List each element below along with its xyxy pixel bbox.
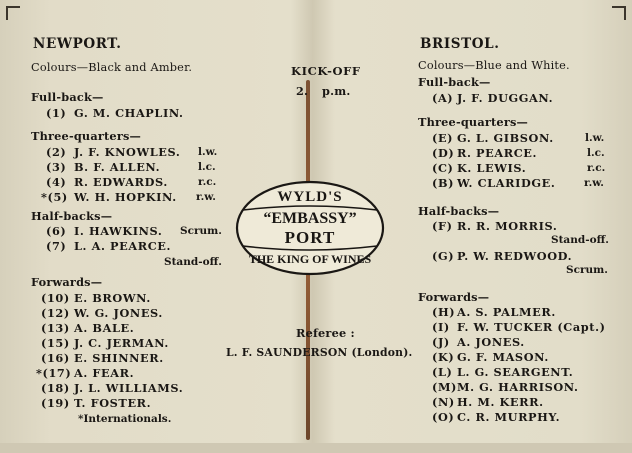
player-name: W. H. HOPKIN. [74, 190, 177, 204]
player-name: G. M. CHAPLIN. [74, 106, 184, 120]
heading-full-back: Full-back— [418, 75, 491, 89]
player-name: J. C. JERMAN. [74, 336, 169, 350]
player-position-note: Scrum. [566, 264, 608, 276]
player-name: B. F. ALLEN. [74, 160, 161, 174]
player-name: P. W. REDWOOD. [457, 249, 573, 263]
player-name: W. CLARIDGE. [457, 176, 556, 190]
heading-three-quarters: Three-quarters— [418, 115, 529, 129]
player-name: W. G. JONES. [74, 306, 163, 320]
player-name: R. EDWARDS. [74, 175, 168, 189]
footnote-internationals: *Internationals. [78, 413, 172, 425]
player-name: A. JONES. [457, 335, 525, 349]
player-number: (E) [432, 131, 454, 145]
kickoff-time: 2. [296, 84, 309, 98]
player-number: (D) [432, 146, 455, 160]
player-number: (1) [46, 106, 67, 120]
colours-bristol: Colours—Blue and White. [418, 59, 570, 72]
player-number: (C) [432, 161, 454, 175]
player-name: R. PEARCE. [457, 146, 538, 160]
player-position-note: Stand-off. [551, 234, 609, 246]
player-number: (F) [432, 219, 453, 233]
player-position: Scrum. [180, 225, 222, 237]
bottom-edge [0, 443, 632, 453]
team-name-newport: NEWPORT. [33, 36, 122, 52]
player-position: l.c. [587, 147, 605, 159]
player-number: (10) [41, 291, 70, 305]
player-position: r.w. [584, 177, 604, 189]
kickoff-label: KICK-OFF [291, 64, 361, 78]
player-name: E. SHINNER. [74, 351, 164, 365]
ball-text-embassy: “EMBASSY” [263, 210, 357, 227]
ball-text-wylds: WYLD'S [277, 189, 343, 205]
player-number: (L) [432, 365, 453, 379]
player-number: (16) [41, 351, 70, 365]
player-name: H. M. KERR. [457, 395, 544, 409]
referee-label: Referee : [296, 326, 355, 340]
player-number: (15) [41, 336, 70, 350]
player-number: (I) [432, 320, 450, 334]
player-number: (J) [432, 335, 450, 349]
player-position: l.w. [585, 132, 605, 144]
player-number: (K) [432, 350, 455, 364]
player-position: l.c. [198, 161, 216, 173]
player-number: (19) [41, 396, 70, 410]
heading-three-quarters: Three-quarters— [31, 129, 142, 143]
player-number: (O) [432, 410, 455, 424]
kickoff-pm: p.m. [322, 84, 351, 98]
player-name: A. BALE. [74, 321, 135, 335]
player-position: l.w. [198, 146, 218, 158]
player-number: (G) [432, 249, 455, 263]
player-number: (18) [41, 381, 70, 395]
player-name: E. BROWN. [74, 291, 151, 305]
player-number: (M) [432, 380, 457, 394]
player-name: T. FOSTER. [74, 396, 152, 410]
player-name: R. R. MORRIS. [457, 219, 558, 233]
heading-full-back: Full-back— [31, 90, 104, 104]
player-name: J. F. DUGGAN. [457, 91, 554, 105]
player-position: r.w. [196, 191, 216, 203]
player-number: (13) [41, 321, 70, 335]
colours-newport: Colours—Black and Amber. [31, 61, 193, 74]
player-number: (A) [432, 91, 454, 105]
ball-text-port: PORT [284, 228, 336, 247]
player-position-note: Stand-off. [164, 256, 222, 268]
player-name: G. L. GIBSON. [457, 131, 554, 145]
heading-forwards: Forwards— [418, 290, 490, 304]
player-number: (6) [46, 224, 67, 238]
player-number: (7) [46, 239, 67, 253]
player-name: K. LEWIS. [457, 161, 527, 175]
player-position: r.c. [587, 162, 606, 174]
player-name: L. G. SEARGENT. [457, 365, 574, 379]
ball-text-king-of-wines: THE KING OF WINES [248, 252, 372, 266]
player-name: I. HAWKINS. [74, 224, 163, 238]
heading-half-backs: Half-backs— [418, 204, 500, 218]
player-name: A. FEAR. [74, 366, 135, 380]
player-name: J. L. WILLIAMS. [74, 381, 184, 395]
referee-name: L. F. SAUNDERSON (London). [226, 346, 413, 359]
player-number: (3) [46, 160, 67, 174]
player-number: *(17) [36, 366, 72, 380]
heading-forwards: Forwards— [31, 275, 103, 289]
player-number: (B) [432, 176, 455, 190]
player-number: (H) [432, 305, 456, 319]
player-number: (12) [41, 306, 70, 320]
player-number: (N) [432, 395, 455, 409]
player-name: A. S. PALMER. [457, 305, 556, 319]
player-name: C. R. MURPHY. [457, 410, 561, 424]
player-position: r.c. [198, 176, 217, 188]
player-name: F. W. TUCKER (Capt.) [457, 320, 606, 334]
player-name: M. G. HARRISON. [457, 380, 579, 394]
player-number: *(5) [41, 190, 68, 204]
player-name: L. A. PEARCE. [74, 239, 172, 253]
player-name: G. F. MASON. [457, 350, 549, 364]
player-name: J. F. KNOWLES. [74, 145, 181, 159]
player-number: (4) [46, 175, 67, 189]
heading-half-backs: Half-backs— [31, 209, 113, 223]
team-name-bristol: BRISTOL. [420, 36, 500, 52]
player-number: (2) [46, 145, 67, 159]
